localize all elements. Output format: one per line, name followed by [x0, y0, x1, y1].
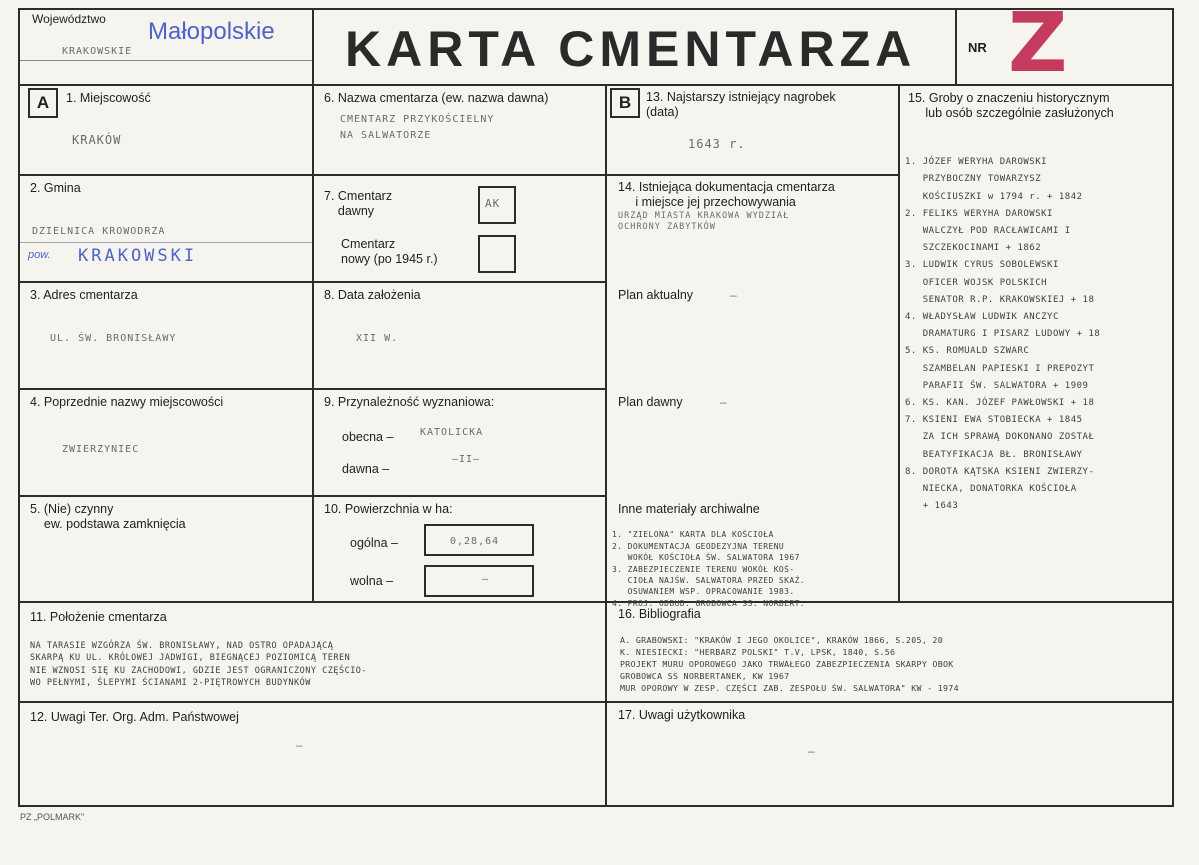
- plan-dawny-value: –: [720, 395, 727, 409]
- grave-entry: ZA ICH SPRAWĄ DOKONANO ZOSTAŁ: [905, 432, 1095, 443]
- f10-ogolna-label: ogólna –: [350, 536, 398, 550]
- f9-label: 9. Przynależność wyznaniowa:: [324, 395, 495, 409]
- grave-entry: PRZYBOCZNY TOWARZYSZ: [905, 174, 1042, 185]
- f15-list: [905, 137, 1172, 533]
- section-a-tag: A: [28, 88, 58, 118]
- f11-line: SKARPĄ KU UL. KRÓLOWEJ JADWIGI, BIEGNĄCEJ POZIOMICĄ TEREN: [30, 653, 351, 663]
- col-divider-1: [312, 8, 314, 603]
- frame-top: [18, 8, 1174, 10]
- f6-label: 6. Nazwa cmentarza (ew. nazwa dawna): [324, 91, 549, 105]
- inne-item: 4. PROJ. ODBUD. GROBOWCA SS. NORBERT.: [612, 598, 806, 608]
- grave-entry: SZAMBELAN PAPIESKI I PREPOZYT: [905, 363, 1095, 374]
- inne-item: 3. ZABEZPIECZENIE TERENU WOKÓŁ KOŚ-: [612, 564, 795, 574]
- f12-value: –: [296, 738, 303, 752]
- f11-text: [30, 627, 605, 702]
- row-line-2: [18, 281, 605, 283]
- f10-wolna-value: –: [482, 574, 490, 585]
- f3-label: 3. Adres cmentarza: [30, 288, 138, 302]
- inne-item: OSUWANIEM WSP. OPRACOWANIE 1983.: [612, 587, 795, 597]
- grave-entry: OFICER WOJSK POLSKICH: [905, 277, 1048, 288]
- f7-nowy-label: Cmentarz nowy (po 1945 r.): [341, 237, 438, 266]
- f16-label: 16. Bibliografia: [618, 607, 701, 621]
- f11-label: 11. Położenie cmentarza: [30, 610, 167, 624]
- frame-right: [1172, 8, 1174, 807]
- wojewodztwo-label: Województwo: [32, 12, 106, 26]
- f9-obecna-value: KATOLICKA: [420, 427, 484, 438]
- f4-label: 4. Poprzednie nazwy miejscowości: [30, 395, 224, 409]
- f12-label: 12. Uwagi Ter. Org. Adm. Państwowej: [30, 710, 239, 724]
- f11-line: WO PEŁNYMI, ŚLEPYMI ŚCIANAMI 2-PIĘTROWYCH BUDYNKÓW: [30, 678, 311, 688]
- plan-aktualny-value: –: [730, 288, 737, 302]
- f2-value: DZIELNICA KROWODRZA: [32, 226, 166, 237]
- grave-entry: SZCZEKOCINAMI + 1862: [905, 243, 1042, 254]
- inne-item: WOKÓŁ KOŚCIOŁA ŚW. SALWATORA 1967: [612, 553, 800, 563]
- wojewodztwo-underline: [20, 60, 312, 61]
- grave-entry: 1. JÓZEF WERYHA DAROWSKI: [905, 157, 1048, 168]
- f14-line-0: URZĄD MIASTA KRAKOWA WYDZIAŁ: [618, 211, 790, 221]
- grave-entry: PARAFII ŚW. SALWATORA + 1909: [905, 380, 1089, 391]
- f9-obecna-label: obecna –: [342, 430, 394, 444]
- nr-divider: [955, 8, 957, 85]
- f10-label: 10. Powierzchnia w ha:: [324, 502, 453, 516]
- col-divider-3: [898, 85, 900, 603]
- f6-value-line2: NA SALWATORZE: [340, 130, 432, 141]
- row-line-5: [18, 601, 1174, 603]
- plan-dawny-label: Plan dawny: [618, 395, 683, 409]
- f4-value: ZWIERZYNIEC: [62, 444, 140, 455]
- row-line-4: [18, 495, 605, 497]
- grave-entry: 7. KSIENI EWA STOBIECKA + 1845: [905, 415, 1083, 426]
- inne-list: [612, 518, 898, 621]
- nr-label: NR: [968, 40, 987, 55]
- f8-label: 8. Data założenia: [324, 288, 421, 302]
- plan-aktualny-label: Plan aktualny: [618, 288, 694, 302]
- printer-imprint: PZ „POLMARK": [20, 812, 85, 822]
- frame-bottom: [18, 805, 1174, 807]
- f10-wolna-label: wolna –: [350, 574, 394, 588]
- frame-left: [18, 8, 20, 807]
- f17-value: –: [808, 744, 815, 758]
- f11-line: NIE WZNOSI SIĘ KU ZACHODOWI, GDZIE JEST OGRANICZONY CZĘŚCIO-: [30, 665, 368, 676]
- nr-value: Z: [1008, 0, 1068, 91]
- grave-entry: 2. FELIKS WERYHA DAROWSKI: [905, 208, 1053, 219]
- f14-label: 14. Istniejąca dokumentacja cmentarza i miejsce jej przechowywania: [618, 180, 835, 209]
- f5-label: 5. (Nie) czynny ew. podstawa zamknięcia: [30, 502, 186, 531]
- bibliography-entry: MUR OPOROWY W ZESP. CZĘŚCI ZAB. ZESPOŁU ŚW. SALWATORA" KW - 1974: [620, 683, 959, 693]
- grave-entry: KOŚCIUSZKI w 1794 r. + 1842: [905, 191, 1083, 202]
- f3-value: UL. ŚW. BRONISŁAWY: [50, 333, 177, 344]
- f13-value: 1643 r.: [688, 137, 746, 151]
- f9-dawna-label: dawna –: [342, 462, 390, 476]
- row-line-13: [607, 174, 898, 176]
- grave-entry: 5. KS. ROMUALD SZWARC: [905, 346, 1030, 357]
- wojewodztwo-stamp: Małopolskie: [148, 18, 275, 45]
- row-line-3: [18, 388, 605, 390]
- wojewodztwo-value: KRAKOWSKIE: [62, 46, 133, 57]
- f15-label: 15. Groby o znaczeniu historycznym lub osób szczególnie zasłużonych: [908, 91, 1114, 120]
- bibliography-entry: GROBOWCA SS NORBERTANEK, KW 1967: [620, 671, 790, 681]
- section-b-tag: B: [610, 88, 640, 118]
- f2-label: 2. Gmina: [30, 181, 81, 195]
- f14-line-1: OCHRONY ZABYTKÓW: [618, 222, 716, 232]
- inne-label: Inne materiały archiwalne: [618, 502, 760, 516]
- grave-entry: 3. LUDWIK CYRUS SOBOLEWSKI: [905, 260, 1059, 271]
- f6-value-line1: CMENTARZ PRZYKOŚCIELNY: [340, 114, 495, 125]
- bibliography-entry: A. GRABOWSKI: "KRAKÓW I JEGO OKOLICE", KRAKÓW 1866, S.205, 20: [620, 635, 944, 645]
- f2-stamp-prefix: pow.: [28, 249, 51, 261]
- f11-line: NA TARASIE WZGÓRZA ŚW. BRONISŁAWY, NAD OSTRO OPADAJĄCĄ: [30, 640, 334, 651]
- grave-entry: 4. WŁADYSŁAW LUDWIK ANCZYC: [905, 312, 1059, 323]
- f17-label: 17. Uwagi użytkownika: [618, 708, 746, 722]
- page-title: KARTA CMENTARZA: [345, 21, 917, 77]
- grave-entry: 6. KS. KAN. JÓZEF PAWŁOWSKI + 18: [905, 398, 1095, 409]
- f2-stamp: KRAKOWSKI: [78, 246, 198, 266]
- f8-value: XII W.: [356, 333, 399, 344]
- bibliography-entry: K. NIESIECKI: "HERBARZ POLSKI" T.V, LPSK, 1840, S.56: [620, 647, 896, 657]
- f1-label: 1. Miejscowość: [66, 91, 151, 105]
- f7-label: 7. Cmentarz dawny: [324, 189, 393, 218]
- f10-ogolna-value: 0,28,64: [450, 536, 500, 547]
- grave-entry: DRAMATURG I PISARZ LUDOWY + 18: [905, 329, 1101, 340]
- f16-text: [620, 622, 1172, 706]
- f7-dawny-mark: AK: [485, 197, 501, 210]
- grave-entry: NIECKA, DONATORKA KOŚCIOŁA: [905, 484, 1077, 495]
- grave-entry: WALCZYŁ POD RACŁAWICAMI I: [905, 226, 1071, 237]
- f9-dawna-value: –II–: [452, 454, 481, 465]
- grave-entry: BEATYFIKACJA BŁ. BRONISŁAWY: [905, 449, 1083, 460]
- f13-label: 13. Najstarszy istniejący nagrobek (data): [646, 90, 836, 119]
- f2-underline: [20, 242, 312, 243]
- f1-value: KRAKÓW: [72, 133, 122, 147]
- f10-wolna-box[interactable]: [424, 565, 534, 597]
- inne-item: 2. DOKUMENTACJA GEODEZYJNA TERENU: [612, 541, 785, 551]
- grave-entry: 8. DOROTA KĄTSKA KSIENI ZWIERZY-: [905, 466, 1095, 477]
- inne-item: 1. "ZIELONA" KARTA DLA KOŚCIOŁA: [612, 530, 774, 540]
- row-line-header: [18, 84, 1174, 86]
- row-line-1: [18, 174, 605, 176]
- grave-entry: + 1643: [905, 501, 959, 512]
- inne-item: CIOŁA NAJŚW. SALWATORA PRZED SKAŻ.: [612, 576, 806, 586]
- col-divider-2: [605, 85, 607, 805]
- bibliography-entry: PROJEKT MURU OPOROWEGO JAKO TRWAŁEGO ZABEZPIECZENIA SKARPY OBOK: [620, 659, 954, 669]
- f7-nowy-checkbox[interactable]: [478, 235, 516, 273]
- grave-entry: SENATOR R.P. KRAKOWSKIEJ + 18: [905, 294, 1095, 305]
